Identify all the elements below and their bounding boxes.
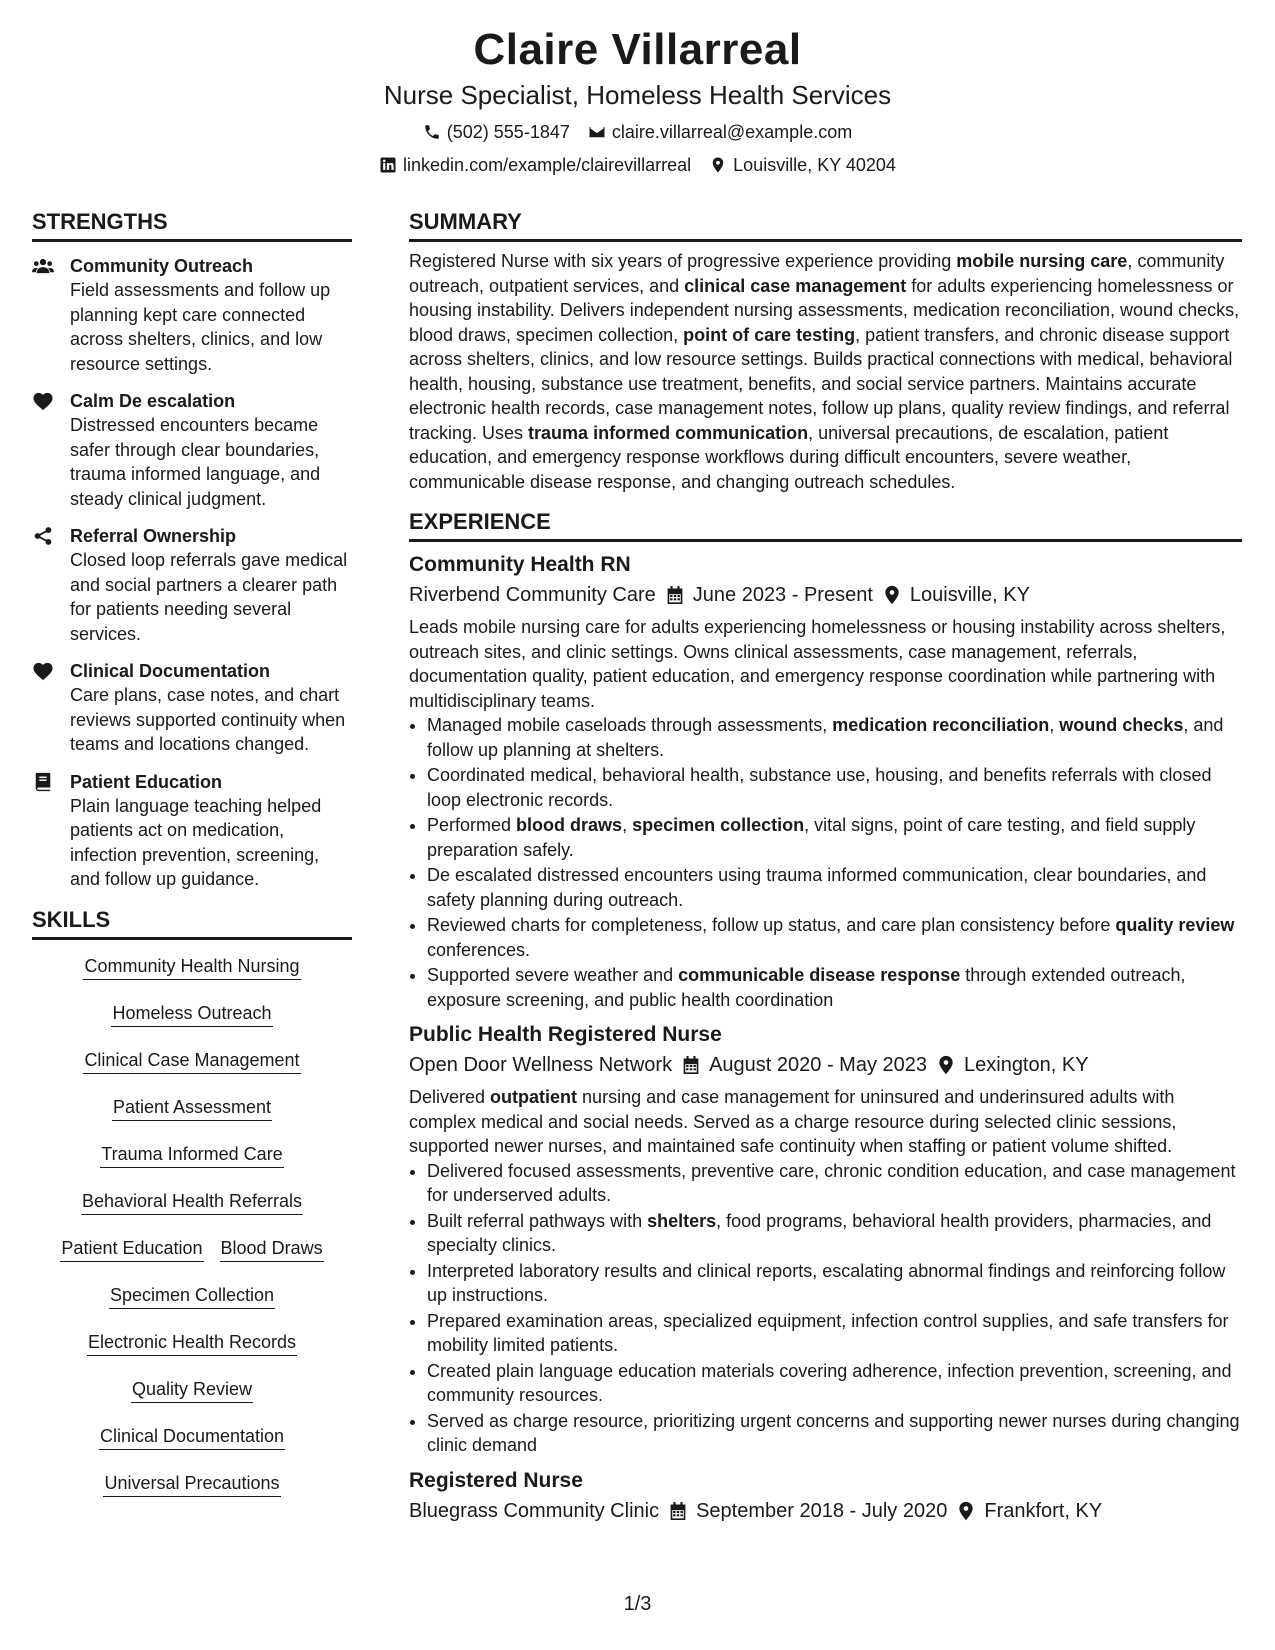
skill-row	[32, 1001, 352, 1027]
skills-heading: SKILLS	[32, 906, 352, 940]
share-icon	[32, 524, 70, 646]
job-entry	[409, 1021, 1242, 1458]
map-pin-icon	[957, 1501, 975, 1521]
linkedin-icon	[379, 156, 397, 174]
job-company: Open Door Wellness Network	[409, 1054, 673, 1076]
page-number: 1/3	[623, 1593, 652, 1615]
skill-tag: Blood Draws	[220, 1236, 324, 1262]
skill-tag: Electronic Health Records	[87, 1330, 297, 1356]
strength-desc: Care plans, case notes, and chart reviews supported continuity when teams and locations changed.	[70, 685, 346, 754]
skill-tag: Trauma Informed Care	[100, 1142, 283, 1168]
job-meta	[409, 581, 1242, 609]
resume-header	[0, 0, 1275, 177]
strength-desc: Distressed encounters became safer through clear boundaries, trauma informed language, and steady clinical judgment.	[70, 415, 321, 509]
skill-tag: Community Health Nursing	[83, 954, 300, 980]
skill-row	[32, 1142, 352, 1168]
job-location: Frankfort, KY	[957, 1497, 1102, 1525]
job-title: Community Health RN	[409, 553, 631, 576]
job-bullet: • Performed blood draws, specimen collection, vital signs, point of care testing, and field supply preparation safely.	[427, 813, 1242, 862]
skill-row	[32, 1095, 352, 1121]
bold-phrase: specimen collection	[632, 815, 805, 835]
bold-phrase: outpatient	[490, 1087, 578, 1107]
linkedin-text: linkedin.com/example/clairevillarreal	[403, 155, 692, 175]
job-bullet: • Interpreted laboratory results and clinical reports, escalating abnormal findings and reinforcing follow up instructions.	[427, 1259, 1242, 1308]
candidate-title: Nurse Specialist, Homeless Health Services	[383, 80, 892, 110]
strength-title: Clinical Documentation	[70, 661, 271, 681]
strength-desc: Field assessments and follow up planning kept care connected across shelters, clinics, and low resource settings.	[70, 280, 331, 374]
job-bullet: • Served as charge resource, prioritizing urgent concerns and supporting newer nurses during changing clinic demand	[427, 1409, 1242, 1458]
strength-title: Referral Ownership	[70, 526, 237, 546]
users-icon	[32, 254, 70, 376]
experience-list	[409, 551, 1242, 1525]
skill-tag: Patient Education	[60, 1236, 203, 1262]
summary-text: Registered Nurse with six years of progressive experience providing mobile nursing care, community outreach, outpatient services, and clinical case management for adults experiencing homelessness or housing instability. Delivers independent nursing assessments, medication reconciliation, wound checks, blood draws, specimen collection, point of care testing, patient transfers, and chronic disease support across shelters, clinics, and low resource settings. Builds practical connections with medical, behavioral health, housing, substance use treatment, benefits, and social service partners. Maintains accurate electronic health records, case management notes, follow up plans, quality review findings, and referral tracking. Uses trauma informed communication, universal precautions, de escalation, patient education, and emergency response workflows during difficult encounters, severe weather, communicable disease response, and changing outreach schedules.	[409, 251, 1240, 492]
skill-row	[32, 1236, 352, 1262]
job-entry	[409, 1467, 1242, 1525]
bold-phrase: blood draws	[516, 815, 623, 835]
job-bullet: • Reviewed charts for completeness, follow up status, and care plan consistency before quality review conferences.	[427, 913, 1242, 962]
skill-row	[32, 1048, 352, 1074]
skill-tag: Clinical Case Management	[83, 1048, 300, 1074]
skill-row	[32, 1424, 352, 1450]
job-bullets	[409, 713, 1242, 1012]
skill-row	[32, 1189, 352, 1215]
job-description: Delivered outpatient nursing and case management for uninsured and underinsured adults with complex medical and social needs. Served as a charge resource during selected clinic sessions, supported newer nurses, and maintained safe continuity when staffing or patient volume shifted.	[409, 1087, 1177, 1156]
strength-title: Calm De escalation	[70, 391, 236, 411]
skill-row	[32, 1377, 352, 1403]
skill-row	[32, 954, 352, 980]
left-column	[32, 208, 352, 1525]
heart-icon	[32, 389, 70, 511]
job-company: Riverbend Community Care	[409, 584, 656, 606]
bold-phrase: mobile nursing care	[956, 251, 1128, 271]
map-pin-icon	[709, 156, 727, 174]
job-dates: September 2018 - July 2020	[669, 1497, 947, 1525]
skill-tag: Clinical Documentation	[99, 1424, 285, 1450]
job-bullet: • Coordinated medical, behavioral health, substance use, housing, and benefits referrals with closed loop electronic records.	[427, 763, 1242, 812]
skill-tag: Patient Assessment	[112, 1095, 272, 1121]
strength-body	[70, 524, 352, 646]
strength-body	[70, 389, 352, 511]
strength-item	[32, 770, 352, 892]
strength-title: Patient Education	[70, 771, 223, 792]
strength-body	[70, 254, 352, 376]
strength-body	[70, 659, 352, 757]
bold-phrase: trauma informed communication	[528, 422, 809, 443]
heart-icon	[32, 659, 70, 757]
email-text: claire.villarreal@example.com	[611, 122, 853, 142]
skill-tag: Behavioral Health Referrals	[81, 1189, 303, 1215]
skill-tag: Specimen Collection	[109, 1283, 275, 1309]
phone-icon	[423, 123, 441, 141]
job-description: Leads mobile nursing care for adults experiencing homelessness or housing instability across shelters, outreach sites, and clinic settings. Owns clinical assessments, case management, referrals, documentation quality, patient education, and emergency response coordination while partnering with multidisciplinary teams.	[409, 617, 1226, 711]
job-bullet: • Supported severe weather and communicable disease response through extended outreach, exposure screening, and public health coordination	[427, 963, 1242, 1012]
job-dates: June 2023 - Present	[666, 581, 873, 609]
job-meta	[409, 1051, 1242, 1079]
phone-contact[interactable]	[423, 120, 570, 144]
bold-phrase: quality review	[1115, 915, 1235, 935]
job-title: Registered Nurse	[409, 1468, 583, 1492]
job-bullet: • Built referral pathways with shelters, food programs, behavioral health providers, pharmacies, and specialty clinics.	[427, 1209, 1242, 1258]
job-dates: August 2020 - May 2023	[682, 1051, 927, 1079]
job-location: Louisville, KY	[883, 581, 1030, 609]
bold-phrase: wound checks	[1059, 715, 1184, 735]
calendar-icon	[669, 1501, 687, 1521]
bold-phrase: shelters	[647, 1210, 717, 1231]
linkedin-contact[interactable]	[379, 153, 691, 177]
strengths-list	[32, 254, 352, 892]
skill-row	[32, 1471, 352, 1497]
strength-title: Community Outreach	[70, 256, 254, 276]
skill-row	[32, 1330, 352, 1356]
strengths-heading: STRENGTHS	[32, 208, 352, 242]
map-pin-icon	[883, 585, 901, 605]
job-bullets	[409, 1159, 1242, 1458]
skill-tag: Universal Precautions	[103, 1471, 280, 1497]
envelope-icon	[588, 123, 606, 141]
strength-item	[32, 659, 352, 757]
summary-heading: SUMMARY	[409, 208, 1242, 242]
skill-row	[32, 1283, 352, 1309]
job-bullet: • Prepared examination areas, specialized equipment, infection control supplies, and safe transfers for mobility limited patients.	[427, 1309, 1242, 1358]
skills-list	[32, 954, 352, 1497]
location-text: Louisville, KY 40204	[733, 155, 896, 175]
contact-row-2	[0, 153, 1275, 177]
job-location: Lexington, KY	[937, 1051, 1089, 1079]
job-bullet: • Delivered focused assessments, preventive care, chronic condition education, and case management for underserved adults.	[427, 1159, 1242, 1208]
job-bullet: • Created plain language education materials covering adherence, infection prevention, screening, and community resources.	[427, 1359, 1242, 1408]
bold-phrase: clinical case management	[684, 275, 907, 296]
job-title: Public Health Registered Nurse	[409, 1023, 722, 1046]
strength-desc: Closed loop referrals gave medical and social partners a clearer path for patients needing several services.	[70, 550, 348, 644]
strength-item	[32, 389, 352, 511]
right-column	[409, 208, 1242, 1525]
job-company: Bluegrass Community Clinic	[409, 1499, 660, 1522]
bold-phrase: communicable disease response	[678, 965, 961, 985]
job-bullet: • Managed mobile caseloads through assessments, medication reconciliation, wound checks, and follow up planning at shelters.	[427, 713, 1242, 762]
job-meta	[409, 1497, 1242, 1525]
strength-body	[70, 770, 352, 892]
strength-item	[32, 524, 352, 646]
contact-row-1	[0, 120, 1275, 144]
map-pin-icon	[937, 1055, 955, 1075]
experience-heading: EXPERIENCE	[409, 508, 1242, 542]
job-entry	[409, 551, 1242, 1012]
book-icon	[32, 770, 70, 892]
location-contact	[709, 153, 896, 177]
phone-text: (502) 555-1847	[446, 122, 570, 142]
resume-body	[32, 208, 1243, 1525]
skill-tag: Homeless Outreach	[111, 1001, 272, 1027]
skill-tag: Quality Review	[131, 1377, 253, 1403]
bold-phrase: point of care testing	[683, 324, 856, 345]
job-bullet: • De escalated distressed encounters using trauma informed communication, clear boundaries, and safety planning during outreach.	[427, 863, 1242, 912]
email-contact[interactable]	[588, 120, 852, 144]
bold-phrase: medication reconciliation	[832, 715, 1050, 735]
calendar-icon	[666, 585, 684, 605]
strength-desc: Plain language teaching helped patients act on medication, infection prevention, screening, and follow up guidance.	[70, 795, 322, 889]
strength-item	[32, 254, 352, 376]
candidate-name: Claire Villarreal	[473, 25, 802, 74]
calendar-icon	[682, 1055, 700, 1075]
